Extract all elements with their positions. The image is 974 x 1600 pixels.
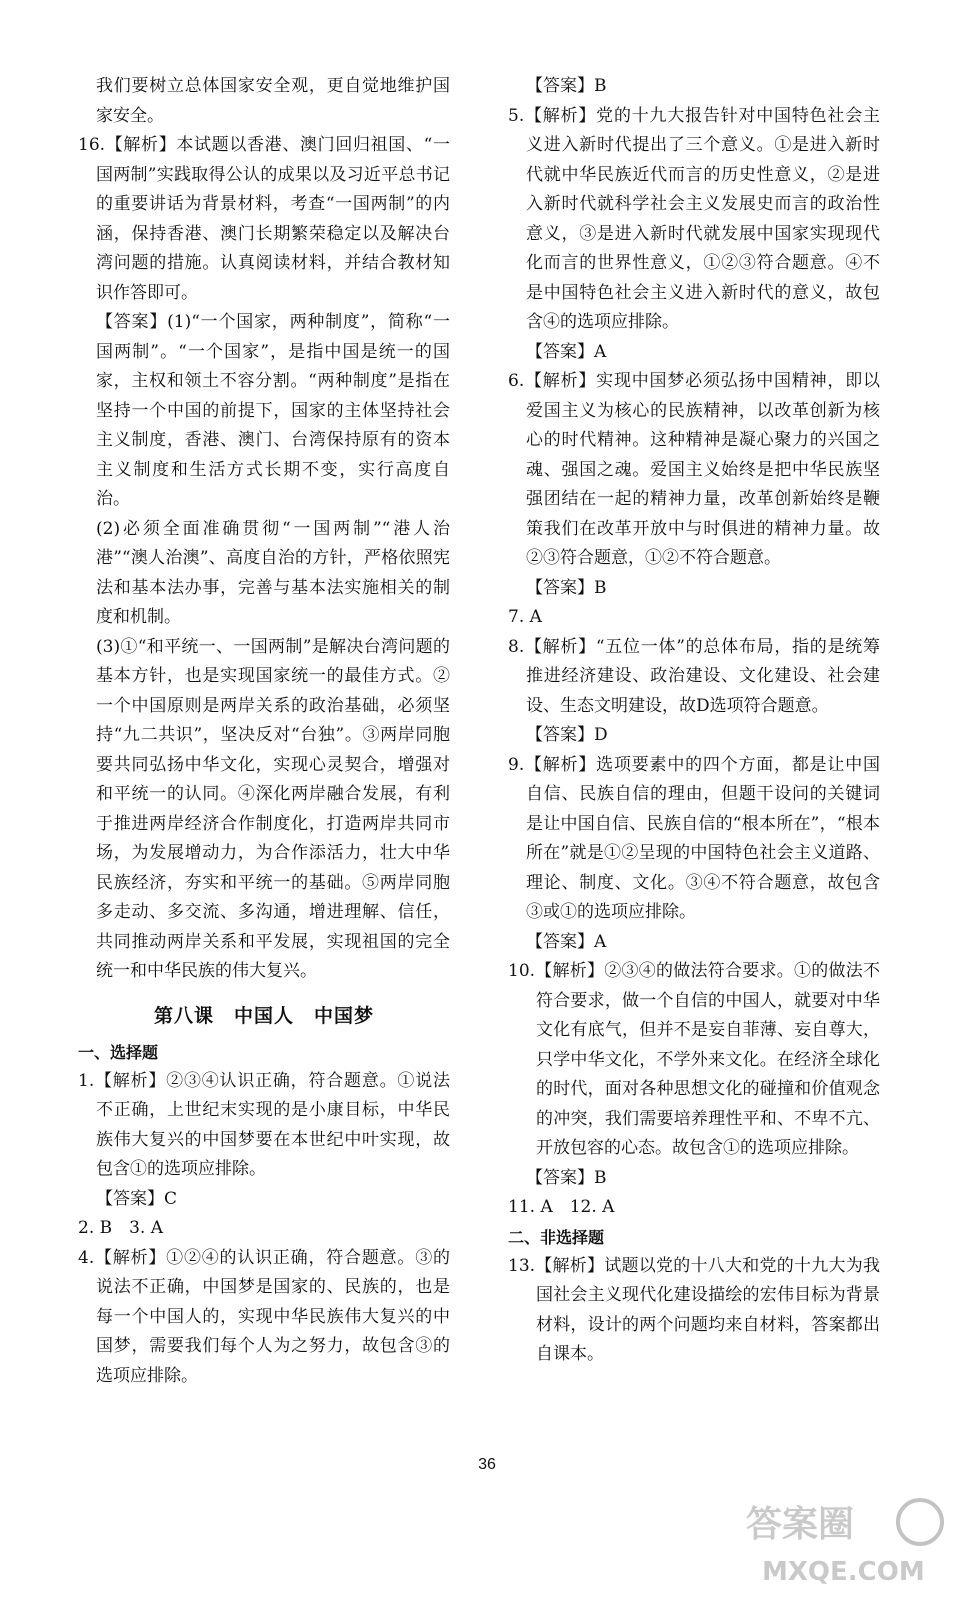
q8-answer: 【答案】D: [526, 725, 608, 745]
q4-answer: 【答案】B: [526, 76, 607, 96]
q11-12-answers: 11. A 12. A: [508, 1197, 615, 1217]
q16-answer-1: 【答案】(1)“一个国家，两种制度”，简称“一国两制”。“一个国家”，是指中国是统一的国家，主权和领土不容分割。“两种制度”是指在坚持一个中国的前提下，国家的主体坚持社会主义制度，香港、澳门、台湾保持原有的资本主义制度和生活方式长期不变，实行高度自治。: [96, 312, 450, 509]
watermark-url: MXQE.COM: [762, 1557, 925, 1587]
q1-analysis: 1.【解析】②③④认识正确，符合题意。①说法不正确，上世纪末实现的是小康目标，中华民族伟大复兴的中国梦要在本世纪中叶实现，故包含①的选项应排除。: [78, 1070, 450, 1179]
continued-text: 我们要树立总体国家安全观，更自觉地维护国家安全。: [96, 76, 450, 126]
q1-answer: 【答案】C: [96, 1188, 178, 1209]
page-number: 36: [478, 1456, 496, 1473]
q16-analysis: 16.【解析】本试题以香港、澳门回归祖国、“一国两制”实践取得公认的成果以及习近平总书记的重要讲话为背景材料，考查“一国两制”的内涵，保持香港、澳门长期繁荣稳定以及解决台湾问题的措施。认真阅读材料，并结合教材知识作答即可。: [78, 135, 450, 303]
q13-analysis: 13.【解析】试题以党的十八大和党的十九大为我国社会主义现代化建设描绘的宏伟目标为背景材料，设计的两个问题均来自材料，答案都出自课本。: [508, 1255, 880, 1364]
section-heading-nonchoice: 二、非选择题: [508, 1227, 605, 1247]
q10-answer: 【答案】B: [526, 1167, 607, 1188]
q5-analysis: 5.【解析】党的十九大报告针对中国特色社会主义进入新时代提出了三个意义。①是进入新时代就中华民族近代而言的历史性意义，②是进入新时代就科学社会主义发展史而言的政治性意义，③是进入新时代就发展中国家实现现代化而言的世界性意义，①②③符合题意。④不是中国特色社会主义进入新时代的意义，故包含④的选项应排除。: [508, 105, 880, 332]
lesson-title: 第八课 中国人 中国梦: [153, 1004, 374, 1027]
q6-answer: 【答案】B: [526, 577, 607, 598]
q4-analysis: 4.【解析】①②④的认识正确，符合题意。③的说法不正确，中国梦是国家的、民族的，也是每一个中国人的，实现中华民族伟大复兴的中国梦，需要我们每个人为之努力，故包含③的选项应排除。: [78, 1247, 450, 1386]
q10-analysis: 10.【解析】②③④的做法符合要求。①的做法不符合要求，做一个自信的中国人，就要对中华文化有底气，但并不是妄自菲薄、妄自尊大，只学中华文化，不学外来文化。在经济全球化的时代，面对各种思想文化的碰撞和价值观念的冲突，我们需要培养理性平和、不卑不亢、开放包容的心态。故包含①的选项应排除。: [508, 961, 880, 1158]
q6-analysis: 6.【解析】实现中国梦必须弘扬中国精神，即以爱国主义为核心的民族精神，以改革创新为核心的时代精神。这种精神是凝心聚力的兴国之魂、强国之魂。爱国主义始终是把中华民族坚强团结在一起的精神力量，改革创新始终是鞭策我们在改革开放中与时俱进的精神力量。故②③符合题意，①②不符合题意。: [508, 371, 880, 568]
watermark-cn: 答案圈: [746, 1504, 855, 1545]
q16-answer-2: (2)必须全面准确贯彻“一国两制”“港人治港”“澳人治澳”、高度自治的方针，严格依照宪法和基本法办事，完善与基本法实施相关的制度和机制。: [96, 518, 450, 627]
section-heading-choice: 一、选择题: [78, 1042, 159, 1062]
right-column: [508, 72, 880, 1370]
q9-answer: 【答案】A: [526, 931, 607, 952]
q2-3-answers: 2. B 3. A: [78, 1218, 164, 1238]
q9-analysis: 9.【解析】选项要素中的四个方面，都是让中国自信、民族自信的理由，但题干设问的关键词是让中国自信、民族自信的“根本所在”，“根本所在”就是①②呈现的中国特色社会主义道路、理论、制度、文化。③④不符合题意，故包含③或①的选项应排除。: [508, 754, 880, 922]
q8-analysis: 8.【解析】“五位一体”的总体布局，指的是统筹推进经济建设、政治建设、文化建设、社会建设、生态文明建设，故D选项符合题意。: [508, 636, 880, 716]
q7-answer: 7. A: [508, 607, 542, 627]
q5-answer: 【答案】A: [526, 341, 607, 362]
left-column: [78, 72, 450, 1391]
watermark-logo: [742, 1492, 952, 1592]
q16-answer-3: (3)①“和平统一、一国两制”是解决台湾问题的基本方针，也是实现国家统一的最佳方式。②一个中国原则是两岸关系的政治基础，必须坚持“九二共识”，坚决反对“台独”。③两岸同胞要共同弘扬中华文化，实现心灵契合，增强对和平统一的认同。④深化两岸融合发展，有利于推进两岸经济合作制度化，打造两岸共同市场，为发展增动力，为合作添活力，壮大中华民族经济，夯实和平统一的基础。⑤两岸同胞多走动、多交流、多沟通，增进理解、信任，共同推动两岸关系和平发展，实现祖国的完全统一和中华民族的伟大复兴。: [96, 636, 450, 981]
